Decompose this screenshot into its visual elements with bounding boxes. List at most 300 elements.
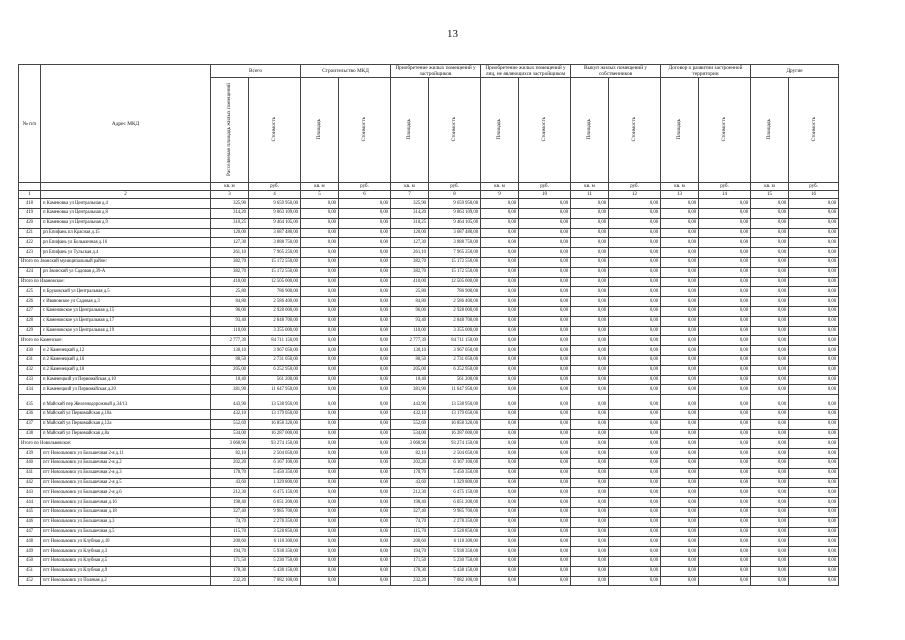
other-cost-cell: 0,00 bbox=[789, 527, 839, 537]
other-cost-cell: 0,00 bbox=[609, 199, 661, 209]
total-area-cell: 127,30 bbox=[211, 238, 249, 248]
subtotal-label: Итого по Ивановское: bbox=[19, 277, 211, 287]
other-cost-cell: 0,00 bbox=[699, 419, 751, 429]
other-cost-cell: 0,00 bbox=[789, 419, 839, 429]
other-area-cell: 0,00 bbox=[661, 478, 699, 488]
other-cost-cell: 0,00 bbox=[699, 459, 751, 469]
developer-cost-cell: 786 900,00 bbox=[429, 287, 481, 297]
total-cost-cell: 2 278 350,00 bbox=[249, 517, 301, 527]
other-area-cell: 0,00 bbox=[751, 429, 789, 439]
construction-area-cell: 0,00 bbox=[301, 297, 339, 307]
other-area-cell: 0,00 bbox=[661, 537, 699, 547]
other-cost-cell: 0,00 bbox=[789, 218, 839, 228]
developer-cost-cell: 3 528 850,00 bbox=[429, 527, 481, 537]
other-area-cell: 0,00 bbox=[481, 267, 519, 277]
other-cost-cell: 0,00 bbox=[789, 478, 839, 488]
other-area-cell: 0,00 bbox=[481, 228, 519, 238]
construction-cost-cell: 0,00 bbox=[339, 375, 391, 385]
table-row bbox=[19, 395, 839, 410]
subtotal-row bbox=[19, 257, 839, 267]
construction-area-cell: 0,00 bbox=[301, 375, 339, 385]
header-sub-cost bbox=[249, 78, 301, 183]
total-area-cell: 205,00 bbox=[211, 365, 249, 375]
construction-cost-cell: 0,00 bbox=[339, 199, 391, 209]
other-area-cell: 0,00 bbox=[751, 257, 789, 267]
construction-cost-cell: 0,00 bbox=[339, 439, 391, 449]
developer-area-cell: 232,20 bbox=[391, 576, 429, 586]
total-area-cell: 18,40 bbox=[211, 375, 249, 385]
header-sub-area bbox=[751, 78, 789, 183]
other-cost-cell: 0,00 bbox=[609, 557, 661, 567]
address-cell: рп Епифань ул Тульская д.4 bbox=[41, 248, 211, 258]
total-area-cell: 410,00 bbox=[211, 277, 249, 287]
row-number: 422 bbox=[19, 238, 41, 248]
other-area-cell: 0,00 bbox=[661, 277, 699, 287]
construction-area-cell: 0,00 bbox=[301, 287, 339, 297]
other-area-cell: 0,00 bbox=[571, 566, 609, 576]
other-area-cell: 0,00 bbox=[661, 517, 699, 527]
construction-cost-cell: 0,00 bbox=[339, 336, 391, 346]
other-area-cell: 0,00 bbox=[751, 537, 789, 547]
total-cost-cell: 2 731 050,00 bbox=[249, 355, 301, 365]
total-area-cell: 120,00 bbox=[211, 228, 249, 238]
other-area-cell: 0,00 bbox=[571, 208, 609, 218]
developer-cost-cell: 7 082 100,00 bbox=[429, 576, 481, 586]
other-area-cell: 0,00 bbox=[571, 410, 609, 420]
row-number: 419 bbox=[19, 208, 41, 218]
construction-cost-cell: 0,00 bbox=[339, 248, 391, 258]
other-cost-cell: 0,00 bbox=[789, 257, 839, 267]
table-row bbox=[19, 297, 839, 307]
construction-area-cell: 0,00 bbox=[301, 365, 339, 375]
other-cost-cell: 0,00 bbox=[519, 297, 571, 307]
construction-cost-cell: 0,00 bbox=[339, 517, 391, 527]
address-cell: рп Епифань ул Большечная д.16 bbox=[41, 238, 211, 248]
construction-cost-cell: 0,00 bbox=[339, 287, 391, 297]
other-area-cell: 0,00 bbox=[571, 547, 609, 557]
other-cost-cell: 0,00 bbox=[519, 410, 571, 420]
other-cost-cell: 0,00 bbox=[609, 267, 661, 277]
developer-area-cell: 200,60 bbox=[391, 537, 429, 547]
header-sub-area bbox=[481, 78, 519, 183]
other-cost-cell: 0,00 bbox=[519, 306, 571, 316]
other-cost-cell: 0,00 bbox=[519, 547, 571, 557]
unit-label: руб. bbox=[519, 183, 571, 191]
total-cost-cell: 786 900,00 bbox=[249, 287, 301, 297]
other-area-cell: 0,00 bbox=[481, 346, 519, 356]
other-cost-cell: 0,00 bbox=[609, 208, 661, 218]
other-cost-cell: 0,00 bbox=[789, 355, 839, 365]
other-cost-cell: 0,00 bbox=[609, 459, 661, 469]
construction-cost-cell: 0,00 bbox=[339, 297, 391, 307]
other-area-cell: 0,00 bbox=[751, 517, 789, 527]
construction-cost-cell: 0,00 bbox=[339, 355, 391, 365]
other-cost-cell: 0,00 bbox=[699, 537, 751, 547]
total-area-cell: 115,70 bbox=[211, 527, 249, 537]
developer-area-cell: 178,30 bbox=[391, 566, 429, 576]
address-cell: п Бруковский ул Центральная д.5 bbox=[41, 287, 211, 297]
other-area-cell: 0,00 bbox=[661, 385, 699, 395]
construction-area-cell: 0,00 bbox=[301, 346, 339, 356]
table-row bbox=[19, 375, 839, 385]
other-area-cell: 0,00 bbox=[481, 365, 519, 375]
construction-cost-cell: 0,00 bbox=[339, 306, 391, 316]
other-area-cell: 0,00 bbox=[571, 576, 609, 586]
address-cell: с Каменовское ул Центральная д.19 bbox=[41, 326, 211, 336]
other-cost-cell: 0,00 bbox=[789, 537, 839, 547]
total-area-cell: 202,20 bbox=[211, 459, 249, 469]
table-row bbox=[19, 498, 839, 508]
construction-cost-cell: 0,00 bbox=[339, 566, 391, 576]
unit-label: кв. м bbox=[661, 183, 699, 191]
other-area-cell: 0,00 bbox=[571, 557, 609, 567]
other-area-cell: 0,00 bbox=[661, 218, 699, 228]
table-row bbox=[19, 385, 839, 395]
other-area-cell: 0,00 bbox=[481, 429, 519, 439]
other-cost-cell: 0,00 bbox=[519, 375, 571, 385]
developer-cost-cell: 3 687 480,00 bbox=[429, 228, 481, 238]
table-row bbox=[19, 326, 839, 336]
unit-label: руб. bbox=[249, 183, 301, 191]
total-area-cell: 232,20 bbox=[211, 576, 249, 586]
developer-cost-cell: 93 274 150,00 bbox=[429, 439, 481, 449]
column-number: 16 bbox=[789, 191, 839, 199]
other-cost-cell: 0,00 bbox=[699, 199, 751, 209]
other-area-cell: 0,00 bbox=[751, 576, 789, 586]
other-area-cell: 0,00 bbox=[661, 488, 699, 498]
other-cost-cell: 0,00 bbox=[699, 208, 751, 218]
other-cost-cell: 0,00 bbox=[789, 429, 839, 439]
other-cost-cell: 0,00 bbox=[519, 508, 571, 518]
construction-cost-cell: 0,00 bbox=[339, 395, 391, 410]
total-cost-cell: 2 504 050,00 bbox=[249, 449, 301, 459]
construction-cost-cell: 0,00 bbox=[339, 498, 391, 508]
other-area-cell: 0,00 bbox=[751, 566, 789, 576]
other-cost-cell: 0,00 bbox=[519, 346, 571, 356]
total-cost-cell: 2 848 700,00 bbox=[249, 316, 301, 326]
developer-area-cell: 202,20 bbox=[391, 459, 429, 469]
other-cost-cell: 0,00 bbox=[789, 277, 839, 287]
table-row bbox=[19, 478, 839, 488]
construction-cost-cell: 0,00 bbox=[339, 459, 391, 469]
column-number: 7 bbox=[391, 191, 429, 199]
header-sub-area bbox=[211, 78, 249, 183]
developer-area-cell: 74,70 bbox=[391, 517, 429, 527]
address-cell: пгт Новольвовск ул Полевая д.2 bbox=[41, 576, 211, 586]
construction-cost-cell: 0,00 bbox=[339, 267, 391, 277]
total-area-cell: 178,70 bbox=[211, 468, 249, 478]
other-area-cell: 0,00 bbox=[481, 238, 519, 248]
other-area-cell: 0,00 bbox=[481, 257, 519, 267]
construction-area-cell: 0,00 bbox=[301, 488, 339, 498]
table-row bbox=[19, 306, 839, 316]
column-number: 14 bbox=[699, 191, 751, 199]
total-area-cell: 432,10 bbox=[211, 410, 249, 420]
row-number: 438 bbox=[19, 429, 41, 439]
row-number: 444 bbox=[19, 498, 41, 508]
construction-cost-cell: 0,00 bbox=[339, 478, 391, 488]
other-cost-cell: 0,00 bbox=[789, 410, 839, 420]
other-area-cell: 0,00 bbox=[661, 429, 699, 439]
other-cost-cell: 0,00 bbox=[609, 238, 661, 248]
other-area-cell: 0,00 bbox=[571, 498, 609, 508]
other-area-cell: 0,00 bbox=[571, 199, 609, 209]
other-area-cell: 0,00 bbox=[481, 547, 519, 557]
construction-area-cell: 0,00 bbox=[301, 208, 339, 218]
developer-cost-cell: 3 967 050,00 bbox=[429, 346, 481, 356]
table-row bbox=[19, 557, 839, 567]
other-cost-cell: 0,00 bbox=[699, 228, 751, 238]
other-cost-cell: 0,00 bbox=[699, 468, 751, 478]
other-area-cell: 0,00 bbox=[661, 199, 699, 209]
developer-cost-cell: 12 505 000,00 bbox=[429, 277, 481, 287]
other-cost-cell: 0,00 bbox=[609, 355, 661, 365]
subtotal-row bbox=[19, 336, 839, 346]
header-sub-area bbox=[661, 78, 699, 183]
construction-cost-cell: 0,00 bbox=[339, 257, 391, 267]
other-area-cell: 0,00 bbox=[751, 346, 789, 356]
other-area-cell: 0,00 bbox=[751, 228, 789, 238]
total-area-cell: 261,10 bbox=[211, 248, 249, 258]
construction-cost-cell: 0,00 bbox=[339, 208, 391, 218]
unit-label: руб. bbox=[789, 183, 839, 191]
other-cost-cell: 0,00 bbox=[609, 395, 661, 410]
other-area-cell: 0,00 bbox=[481, 468, 519, 478]
other-cost-cell: 0,00 bbox=[609, 228, 661, 238]
table-row bbox=[19, 449, 839, 459]
units-blank bbox=[19, 183, 41, 191]
developer-area-cell: 552,69 bbox=[391, 419, 429, 429]
other-area-cell: 0,00 bbox=[661, 375, 699, 385]
construction-area-cell: 0,00 bbox=[301, 498, 339, 508]
other-area-cell: 0,00 bbox=[481, 375, 519, 385]
other-area-cell: 0,00 bbox=[481, 277, 519, 287]
other-area-cell: 0,00 bbox=[481, 527, 519, 537]
construction-cost-cell: 0,00 bbox=[339, 316, 391, 326]
header-sub-label: Стоимость bbox=[451, 116, 458, 142]
row-number: 447 bbox=[19, 527, 41, 537]
total-area-cell: 93,40 bbox=[211, 316, 249, 326]
other-cost-cell: 0,00 bbox=[609, 297, 661, 307]
other-area-cell: 0,00 bbox=[571, 449, 609, 459]
other-cost-cell: 0,00 bbox=[519, 488, 571, 498]
other-cost-cell: 0,00 bbox=[699, 336, 751, 346]
construction-area-cell: 0,00 bbox=[301, 419, 339, 429]
table-row bbox=[19, 508, 839, 518]
address-cell: пгт Новольвовск ул Большечная д.5 bbox=[41, 527, 211, 537]
header-sub-cost bbox=[789, 78, 839, 183]
other-cost-cell: 0,00 bbox=[699, 267, 751, 277]
row-number: 440 bbox=[19, 459, 41, 469]
total-cost-cell: 3 528 850,00 bbox=[249, 527, 301, 537]
developer-area-cell: 410,00 bbox=[391, 277, 429, 287]
total-area-cell: 194,70 bbox=[211, 547, 249, 557]
other-cost-cell: 0,00 bbox=[519, 355, 571, 365]
other-cost-cell: 0,00 bbox=[699, 316, 751, 326]
other-cost-cell: 0,00 bbox=[609, 439, 661, 449]
other-cost-cell: 0,00 bbox=[699, 257, 751, 267]
total-area-cell: 534,00 bbox=[211, 429, 249, 439]
developer-area-cell: 178,70 bbox=[391, 468, 429, 478]
other-cost-cell: 0,00 bbox=[789, 287, 839, 297]
total-area-cell: 110,00 bbox=[211, 326, 249, 336]
other-area-cell: 0,00 bbox=[481, 498, 519, 508]
developer-cost-cell: 15 172 550,00 bbox=[429, 267, 481, 277]
table-row bbox=[19, 410, 839, 420]
row-number: 429 bbox=[19, 326, 41, 336]
other-area-cell: 0,00 bbox=[751, 208, 789, 218]
other-cost-cell: 0,00 bbox=[519, 517, 571, 527]
developer-cost-cell: 2 278 350,00 bbox=[429, 517, 481, 527]
column-number: 1 bbox=[19, 191, 41, 199]
address-cell: п Каменовка ул Центральная д.4 bbox=[41, 199, 211, 209]
construction-area-cell: 0,00 bbox=[301, 238, 339, 248]
total-cost-cell: 5 438 150,00 bbox=[249, 566, 301, 576]
table-row bbox=[19, 238, 839, 248]
other-area-cell: 0,00 bbox=[571, 248, 609, 258]
address-cell: пгт Новольвовск ул Клубная д.10 bbox=[41, 537, 211, 547]
row-number: 437 bbox=[19, 419, 41, 429]
other-area-cell: 0,00 bbox=[661, 355, 699, 365]
other-cost-cell: 0,00 bbox=[519, 238, 571, 248]
header-group: Строительство МКД bbox=[301, 65, 391, 78]
other-area-cell: 0,00 bbox=[571, 385, 609, 395]
other-cost-cell: 0,00 bbox=[609, 248, 661, 258]
other-area-cell: 0,00 bbox=[481, 537, 519, 547]
other-area-cell: 0,00 bbox=[571, 218, 609, 228]
construction-area-cell: 0,00 bbox=[301, 439, 339, 449]
header-sub-label: Стоимость bbox=[810, 116, 817, 142]
developer-cost-cell: 16 858 320,00 bbox=[429, 419, 481, 429]
other-cost-cell: 0,00 bbox=[519, 429, 571, 439]
construction-area-cell: 0,00 bbox=[301, 257, 339, 267]
row-number: 439 bbox=[19, 449, 41, 459]
total-area-cell: 310,25 bbox=[211, 218, 249, 228]
other-cost-cell: 0,00 bbox=[519, 449, 571, 459]
header-sub-label: Стоимость bbox=[631, 116, 638, 142]
total-area-cell: 43,60 bbox=[211, 478, 249, 488]
address-cell: рп Звонский ул Садовая д.39-А bbox=[41, 267, 211, 277]
other-area-cell: 0,00 bbox=[661, 238, 699, 248]
developer-cost-cell: 3 888 750,00 bbox=[429, 238, 481, 248]
other-area-cell: 0,00 bbox=[661, 419, 699, 429]
other-area-cell: 0,00 bbox=[661, 306, 699, 316]
address-cell: п Майский ул Первомайская д.12а bbox=[41, 419, 211, 429]
other-area-cell: 0,00 bbox=[661, 459, 699, 469]
other-area-cell: 0,00 bbox=[751, 326, 789, 336]
header-sub-label: Стоимость bbox=[361, 116, 368, 142]
developer-area-cell: 310,25 bbox=[391, 218, 429, 228]
developer-area-cell: 25,80 bbox=[391, 287, 429, 297]
developer-area-cell: 194,70 bbox=[391, 547, 429, 557]
other-area-cell: 0,00 bbox=[751, 395, 789, 410]
other-cost-cell: 0,00 bbox=[519, 336, 571, 346]
other-cost-cell: 0,00 bbox=[699, 508, 751, 518]
address-cell: пгт Новольвовск ул Клубная д.5 bbox=[41, 557, 211, 567]
developer-cost-cell: 2 504 050,00 bbox=[429, 449, 481, 459]
construction-cost-cell: 0,00 bbox=[339, 527, 391, 537]
other-area-cell: 0,00 bbox=[571, 419, 609, 429]
total-cost-cell: 12 505 000,00 bbox=[249, 277, 301, 287]
other-area-cell: 0,00 bbox=[751, 498, 789, 508]
developer-cost-cell: 9 863 109,00 bbox=[429, 208, 481, 218]
total-area-cell: 25,80 bbox=[211, 287, 249, 297]
total-area-cell: 3 068,90 bbox=[211, 439, 249, 449]
construction-cost-cell: 0,00 bbox=[339, 547, 391, 557]
total-cost-cell: 561 200,00 bbox=[249, 375, 301, 385]
other-cost-cell: 0,00 bbox=[699, 488, 751, 498]
other-cost-cell: 0,00 bbox=[789, 488, 839, 498]
other-area-cell: 0,00 bbox=[661, 287, 699, 297]
other-cost-cell: 0,00 bbox=[519, 576, 571, 586]
other-area-cell: 0,00 bbox=[661, 547, 699, 557]
developer-area-cell: 261,10 bbox=[391, 248, 429, 258]
other-cost-cell: 0,00 bbox=[789, 346, 839, 356]
developer-cost-cell: 6 252 950,00 bbox=[429, 365, 481, 375]
total-cost-cell: 9 464 105,00 bbox=[249, 218, 301, 228]
other-area-cell: 0,00 bbox=[571, 267, 609, 277]
row-number: 424 bbox=[19, 267, 41, 277]
row-number: 445 bbox=[19, 508, 41, 518]
developer-area-cell: 382,70 bbox=[391, 257, 429, 267]
unit-label: кв. м bbox=[211, 183, 249, 191]
other-cost-cell: 0,00 bbox=[519, 557, 571, 567]
other-cost-cell: 0,00 bbox=[699, 395, 751, 410]
address-cell: пгт Новольвовск ул Большечная 2-я д.5 bbox=[41, 478, 211, 488]
column-number: 12 bbox=[609, 191, 661, 199]
other-area-cell: 0,00 bbox=[751, 218, 789, 228]
other-area-cell: 0,00 bbox=[481, 248, 519, 258]
other-area-cell: 0,00 bbox=[661, 439, 699, 449]
total-cost-cell: 3 355 000,00 bbox=[249, 326, 301, 336]
other-area-cell: 0,00 bbox=[661, 316, 699, 326]
other-area-cell: 0,00 bbox=[751, 410, 789, 420]
other-cost-cell: 0,00 bbox=[519, 326, 571, 336]
address-cell: пгт Новольвовск ул Большечная 2-я д.11 bbox=[41, 449, 211, 459]
construction-area-cell: 0,00 bbox=[301, 576, 339, 586]
other-area-cell: 0,00 bbox=[571, 336, 609, 346]
other-area-cell: 0,00 bbox=[481, 517, 519, 527]
developer-cost-cell: 13 179 050,00 bbox=[429, 410, 481, 420]
row-number: 433 bbox=[19, 375, 41, 385]
column-number: 3 bbox=[211, 191, 249, 199]
unit-label: кв. м bbox=[571, 183, 609, 191]
other-cost-cell: 0,00 bbox=[789, 365, 839, 375]
developer-area-cell: 534,00 bbox=[391, 429, 429, 439]
total-cost-cell: 1 329 800,00 bbox=[249, 478, 301, 488]
other-area-cell: 0,00 bbox=[661, 410, 699, 420]
total-area-cell: 443,90 bbox=[211, 395, 249, 410]
column-number: 15 bbox=[751, 191, 789, 199]
construction-cost-cell: 0,00 bbox=[339, 228, 391, 238]
header-address: Адрес МКД bbox=[41, 65, 211, 183]
other-cost-cell: 0,00 bbox=[789, 459, 839, 469]
developer-area-cell: 110,00 bbox=[391, 326, 429, 336]
other-area-cell: 0,00 bbox=[751, 439, 789, 449]
table-row bbox=[19, 429, 839, 439]
other-area-cell: 0,00 bbox=[481, 336, 519, 346]
other-area-cell: 0,00 bbox=[751, 488, 789, 498]
other-cost-cell: 0,00 bbox=[789, 449, 839, 459]
construction-cost-cell: 0,00 bbox=[339, 218, 391, 228]
construction-cost-cell: 0,00 bbox=[339, 576, 391, 586]
construction-area-cell: 0,00 bbox=[301, 429, 339, 439]
total-area-cell: 200,60 bbox=[211, 537, 249, 547]
other-cost-cell: 0,00 bbox=[699, 346, 751, 356]
table-row bbox=[19, 208, 839, 218]
other-area-cell: 0,00 bbox=[751, 468, 789, 478]
other-cost-cell: 0,00 bbox=[789, 566, 839, 576]
